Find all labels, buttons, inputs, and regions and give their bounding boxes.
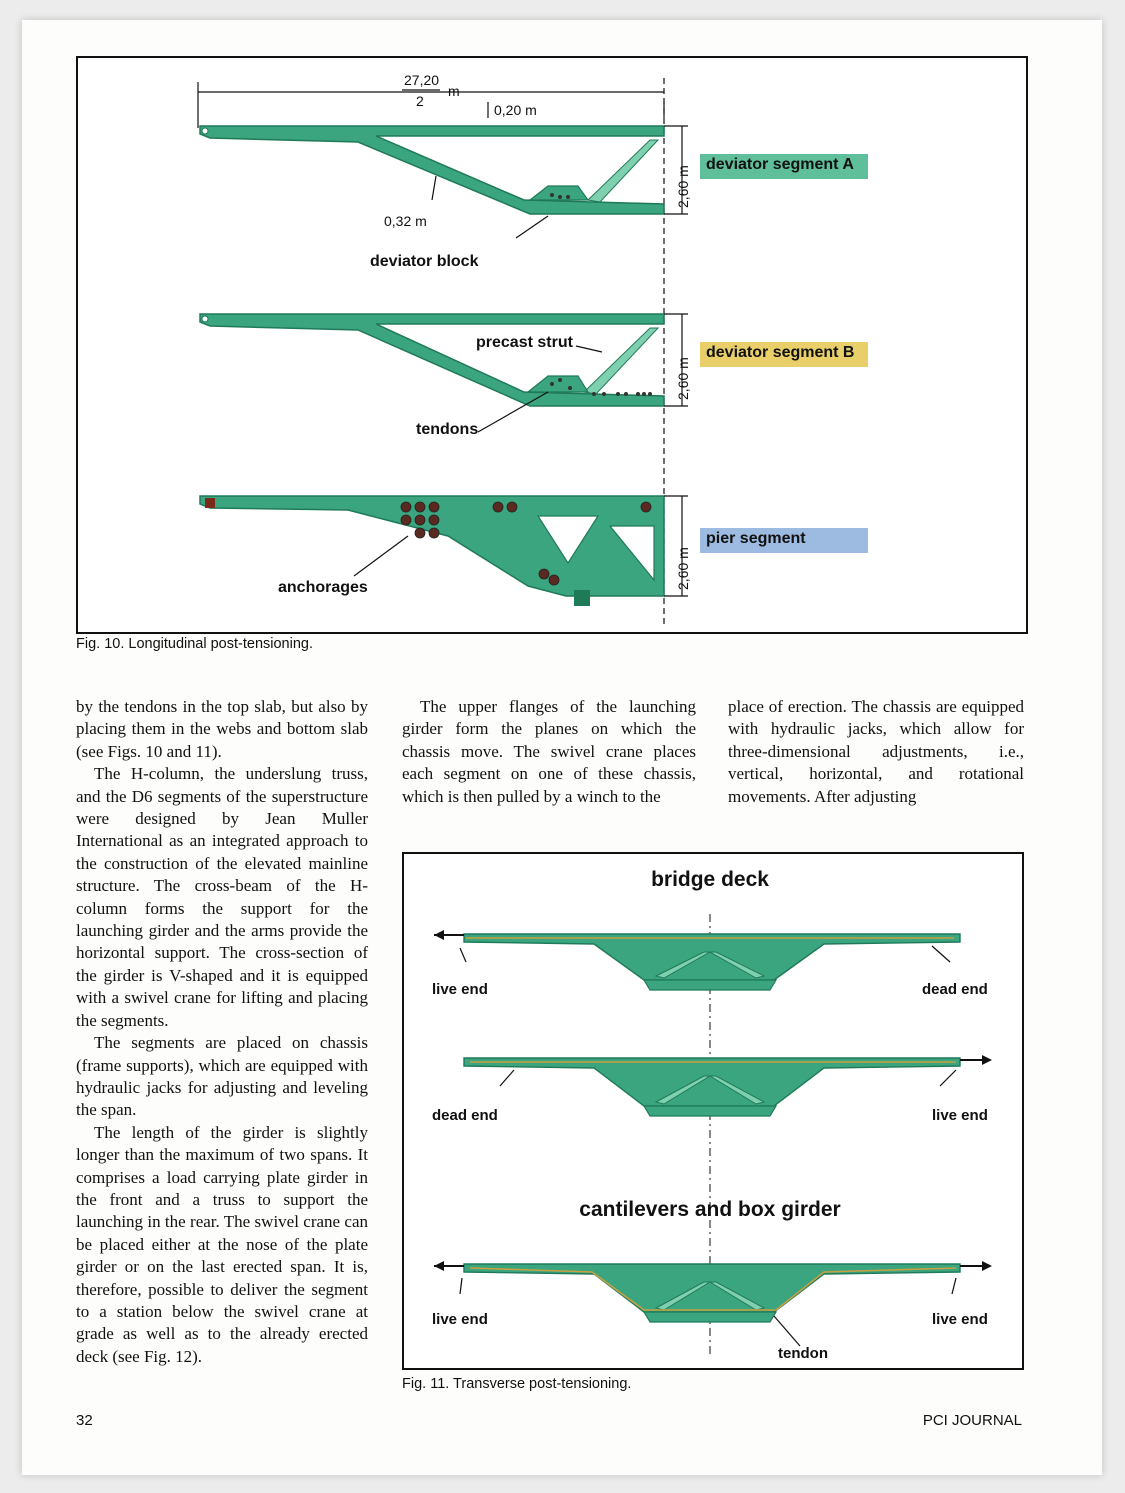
dim-height-b: 2,60 m — [675, 357, 691, 400]
label-precast-strut: precast strut — [476, 334, 573, 351]
tag-deviator-segment-a: deviator segment A — [700, 154, 868, 179]
figure-10-caption: Fig. 10. Longitudinal post-tensioning. — [76, 636, 313, 652]
figure-11 — [402, 852, 1024, 1370]
col1-paragraph-3: The segments are placed on chassis (frame supports), which are equipped with hydraulic jacks for adjusting and leveling the span. — [76, 1033, 368, 1120]
figure-10-drawing — [78, 58, 1026, 632]
label-dead-end-1: dead end — [922, 981, 988, 998]
journal-page — [22, 20, 1102, 1475]
label-dead-end-2: dead end — [432, 1107, 498, 1124]
text-column-2 — [402, 696, 696, 808]
dim-height-pier: 2,60 m — [675, 547, 691, 590]
dim-top-denominator: 2 — [416, 93, 424, 109]
tag-pier-segment: pier segment — [700, 528, 868, 553]
label-tendon: tendon — [778, 1345, 828, 1362]
col2-paragraph: The upper flanges of the launching girder form the planes on which the chassis move. The swivel crane places each segment on one of these chassis, which is then pulled by a winch to the — [402, 697, 696, 806]
tag-deviator-segment-b: deviator segment B — [700, 342, 868, 367]
label-deviator-block: deviator block — [370, 253, 479, 270]
dim-web-thickness: 0,32 m — [384, 213, 427, 229]
dim-flange-thickness: 0,20 m — [494, 102, 537, 118]
label-anchorages: anchorages — [278, 579, 368, 596]
journal-name: PCI JOURNAL — [922, 1412, 1022, 1429]
title-cantilevers-box-girder: cantilevers and box girder — [579, 1198, 841, 1221]
col3-paragraph: place of erection. The chassis are equipped with hydraulic jacks, which allow for three-dimensional adjustments, i.e., vertical, horizontal, and rotational movements. After adjusting — [728, 697, 1024, 806]
figure-11-drawing — [404, 854, 1022, 1368]
col1-paragraph-1: by the tendons in the top slab, but also by placing them in the webs and bottom slab (see Figs. 10 and 11). — [76, 697, 368, 761]
figure-10 — [76, 56, 1028, 634]
dim-top-unit: m — [448, 83, 460, 99]
label-tendons: tendons — [416, 421, 479, 438]
deviator-segment-b-shape — [200, 314, 664, 406]
label-live-end-1: live end — [432, 981, 488, 998]
pier-segment-shape — [200, 496, 664, 606]
dim-top-numerator: 27,20 — [404, 72, 440, 88]
title-bridge-deck: bridge deck — [651, 868, 769, 891]
page-number: 32 — [76, 1412, 93, 1429]
label-live-end-2: live end — [932, 1107, 988, 1124]
text-column-3 — [728, 696, 1024, 808]
label-live-end-3: live end — [432, 1311, 488, 1328]
label-live-end-4: live end — [932, 1311, 988, 1328]
section-1 — [434, 930, 960, 990]
section-2 — [464, 1055, 992, 1116]
deviator-segment-a-shape — [200, 126, 664, 214]
section-3 — [434, 1261, 992, 1322]
col1-paragraph-4: The length of the girder is slightly longer than the maximum of two spans. It comprises a load carrying plate girder in the front and a truss to support the launching in the rear. The swivel crane can be placed either at the nose of the plate girder or on the last erected span. It is, therefore, possible to deliver the segment to a station below the swivel crane at grade as well as to the already erected deck (see Fig. 12). — [76, 1122, 368, 1366]
text-column-1 — [76, 696, 368, 1368]
dim-height-a: 2,60 m — [675, 165, 691, 208]
figure-11-caption: Fig. 11. Transverse post-tensioning. — [402, 1376, 632, 1392]
col1-paragraph-2: The H-column, the underslung truss, and the D6 segments of the superstructure were designed by Jean Muller International as an integrated approach to the construction of the elevated mainline structure. The cross-beam of the H-column forms the support for the launching girder and the arms provide the horizontal support. The cross-section of the girder is V-shaped and it is equipped with a swivel crane for lifting and placing the segments. — [76, 764, 368, 1030]
